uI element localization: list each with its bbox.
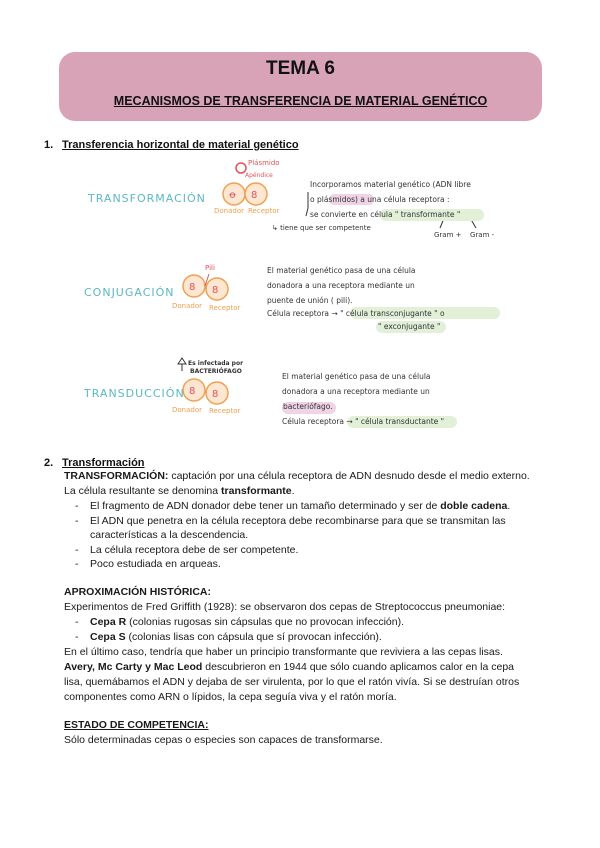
list-item: - El fragmento de ADN donador debe tener un tamaño determinado y ser de doble cadena. [75,500,511,512]
svg-text:ꝋ: ꝋ [229,190,237,201]
list-item: - Cepa R (colonias rugosas sin cápsulas que no provocan infección). [75,616,405,628]
conjugacion-line-1: El material genético pasa de una célula [267,266,416,275]
section-2-title: Transformación [62,457,145,469]
label-donador: Donador [172,302,203,310]
label-receptor: Receptor [209,407,241,415]
label-transduccion: TRANSDUCCIÓN [84,387,185,400]
brace-icon [306,192,308,216]
list-item-continuation: características a la descendencia. [90,529,249,541]
historical-paragraph-1: En el último caso, tendría que haber un principio transformante que reviviera a las cepas lisas. [64,646,503,658]
label-bacteriofago: BACTERIÓFAGO [190,368,242,375]
svg-text:8: 8 [251,190,258,201]
label-donador: Donador [172,406,203,414]
transformacion-competente-note: ↳ tiene que ser competente [272,224,371,232]
svg-text:8: 8 [189,282,196,293]
section-1-number: 1. [44,139,54,151]
label-conjugacion: CONJUGACIÓN [84,286,175,299]
page-title: TEMA 6 [266,58,335,79]
list-item: - El ADN que penetra en la célula receptora debe recombinarse para que se transmitan las [75,514,506,527]
svg-text:8: 8 [212,285,219,296]
transduccion-line-3: bacteriófago. [283,402,333,411]
transformacion-line-3: se convierte en célula " transformante " [310,210,461,219]
label-plasmido: Plásmido [248,159,280,167]
list-item: - La célula receptora debe de ser competente. [75,543,299,556]
conjugacion-line-2: donadora a una receptora mediante un [267,281,415,290]
list-item: - Poco estudiada en arqueas. [75,558,221,570]
conjugacion-line-5: " exconjugante " [378,322,441,331]
section-2-heading [44,457,145,469]
conjugacion-line-4: Célula receptora → " célula transconjugante " o [267,309,445,318]
competence-text: Sólo determinadas cepas o especies son capaces de transformarse. [64,734,383,746]
svg-text:8: 8 [212,389,219,400]
page-subtitle: MECANISMOS DE TRANSFERENCIA DE MATERIAL GENÉTICO [113,94,488,108]
transformacion-line-2: o plásmidos) a una célula receptora : [310,195,450,204]
transduccion-line-1: El material genético pasa de una célula [282,372,431,381]
label-receptor: Receptor [248,207,280,215]
list-item: - Cepa S (colonias lisas con cápsula que sí provocan infección). [75,630,382,643]
label-infectada: Es infectada por [188,360,244,367]
historical-paragraph-4: componentes como ARN o lípidos, la cepa seguía viva y el ratón moría. [64,691,397,703]
cepas-list [64,615,404,644]
transformacion-definition: TRANSFORMACIÓN: captación por una célula receptora de ADN desnudo desde el medio externo. [64,470,530,482]
conjugacion-line-3: puente de unión ( pili). [267,296,353,305]
title-banner [59,52,542,121]
section-1-heading [44,139,299,151]
transformacion-line-1: Incorporamos material genético (ADN libre [310,180,471,189]
transduccion-line-2: donadora a una receptora mediante un [282,387,430,396]
transformacion-bullets [64,499,510,572]
section-2-number: 2. [44,457,54,469]
competence-heading: ESTADO DE COMPETENCIA: [64,719,209,731]
section-1-title: Transferencia horizontal de material genético [62,139,299,151]
svg-text:8: 8 [189,386,196,397]
transfer-diagram [64,156,524,446]
bacteriophage-icon [178,358,186,371]
label-gram-positive: Gram + [434,231,462,239]
label-receptor: Receptor [209,304,241,312]
historical-paragraph-2: Avery, Mc Carty y Mac Leod descubrieron en 1944 que sólo cuando aplicamos calor en la cepa [64,661,515,673]
label-pili: Pili [205,264,215,272]
historical-paragraph-3: lisa, quemábamos el ADN y dejaba de ser virulenta, por lo que el ratón vivía. Si se destruían otros [64,676,520,688]
transformacion-definition-2: La célula resultante se denomina transformante. [64,485,295,497]
label-gram-negative: Gram - [470,231,495,239]
historical-intro: Experimentos de Fred Griffith (1928): se observaron dos cepas de Streptococcus pneumoniae: [64,601,506,613]
transduccion-line-4: Célula receptora → " célula transductante " [282,417,445,426]
historical-heading: APROXIMACIÓN HISTÓRICA: [64,586,211,598]
label-apendice: Apéndice [245,172,273,179]
label-transformacion: TRANSFORMACIÓN [88,192,206,205]
label-donador: Donador [214,207,245,215]
